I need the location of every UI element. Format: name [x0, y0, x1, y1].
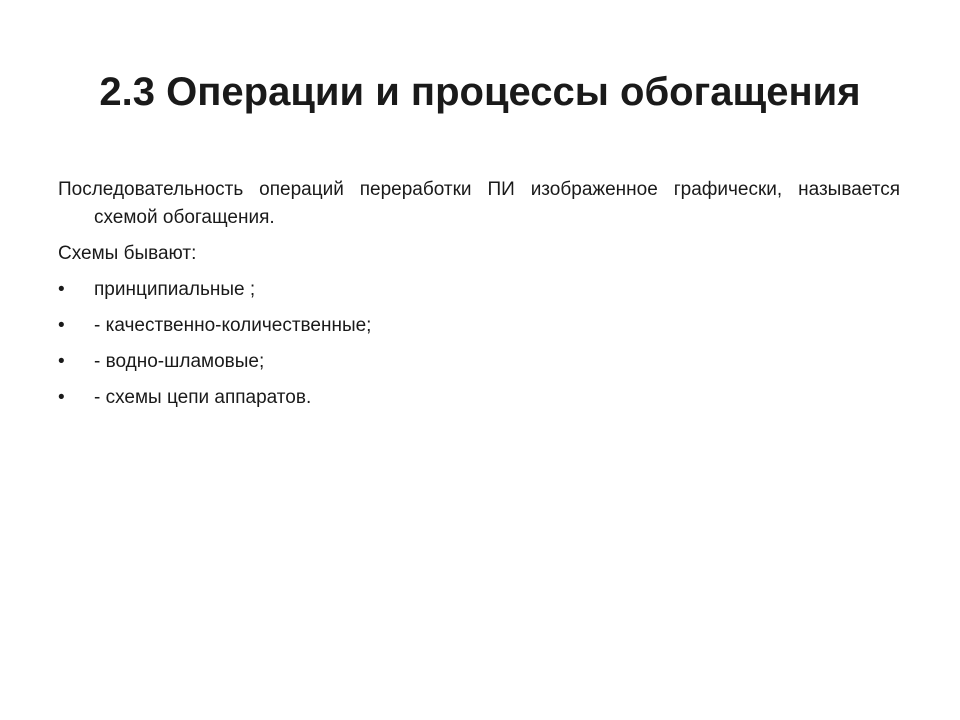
- slide-body: [58, 176, 900, 420]
- list-item: [58, 348, 900, 376]
- list-item-text: - качественно-количественные;: [94, 315, 372, 336]
- list-item-text: принципиальные ;: [94, 279, 256, 300]
- list-item: [58, 276, 900, 304]
- list-item: [58, 312, 900, 340]
- list-item-text: - схемы цепи аппаратов.: [94, 387, 312, 408]
- schemes-intro: Схемы бывают:: [58, 243, 197, 264]
- definition-paragraph: Последовательность операций переработки ПИ изображенное графически, называется схемой обогащения.: [58, 179, 900, 228]
- list-item-text: - водно-шламовые;: [94, 351, 265, 372]
- slide-title: 2.3 Операции и процессы обогащения: [99, 70, 861, 114]
- bullet-icon: •: [58, 279, 65, 300]
- bullet-icon: •: [58, 387, 65, 408]
- list-item: [58, 384, 900, 412]
- schemes-list: [58, 276, 900, 412]
- bullet-icon: •: [58, 351, 65, 372]
- bullet-icon: •: [58, 315, 65, 336]
